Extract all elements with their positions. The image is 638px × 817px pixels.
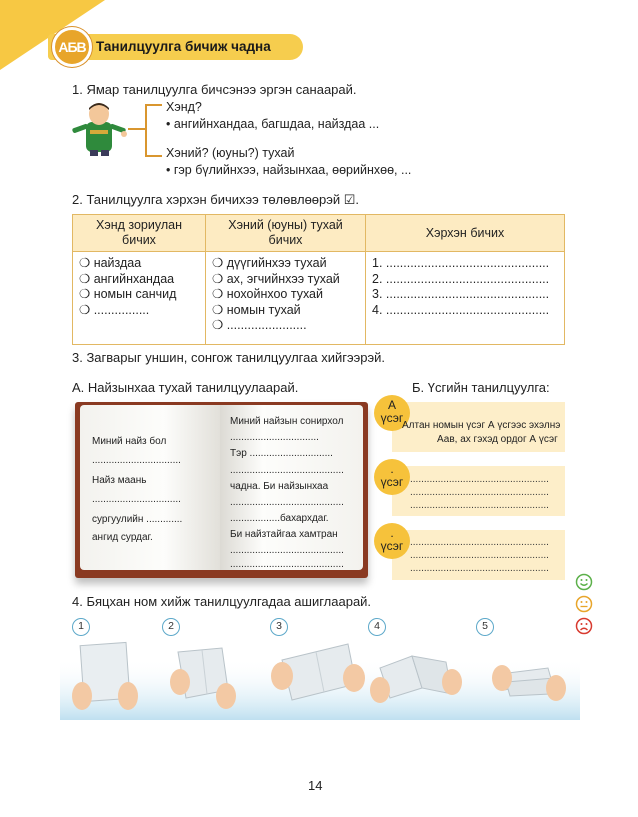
boy-illustration-icon	[68, 100, 130, 156]
section-b-label: Б. Үсгийн танилцуулга:	[412, 380, 550, 395]
page-title: Танилцуулга бичиж чадна	[96, 39, 271, 54]
option-radio[interactable]: ❍ ангийнхандаа	[79, 271, 175, 286]
plan-line[interactable]: 1. ...............................................	[372, 256, 550, 270]
table-header: Хэнд зориулан бичих	[73, 215, 206, 252]
letter-circle: . үсэг	[374, 523, 410, 559]
book-text[interactable]: ................................	[230, 432, 319, 443]
book-text: чадна. Би найзынхаа	[230, 481, 329, 492]
letter-line: Алтан номын үсэг А үсгээс эхэлнэ	[402, 420, 561, 431]
letter-line[interactable]: ..................................................	[410, 550, 549, 561]
book-text[interactable]: .........................................	[230, 465, 344, 476]
book-text: Би найзтайгаа хамтран	[230, 529, 338, 540]
book-text: Миний найз бол	[92, 436, 167, 447]
letter-line[interactable]: ..................................................	[410, 500, 549, 511]
planning-table	[72, 214, 565, 345]
book-text: Тэр ..............................	[230, 448, 333, 459]
step-number: 5	[476, 618, 494, 636]
page-number: 14	[308, 778, 323, 793]
plan-line[interactable]: 3. ...............................................	[372, 287, 550, 301]
book-text: Найз маань	[92, 475, 147, 486]
who-label: Хэнд?	[166, 100, 202, 114]
book-left-page	[80, 405, 220, 570]
step-number: 4	[368, 618, 386, 636]
letter-line[interactable]: ..................................................	[410, 537, 549, 548]
step-number: 1	[72, 618, 90, 636]
book-text[interactable]: .........................................	[230, 545, 344, 556]
option-radio[interactable]: ❍ нохойнхоо тухай	[212, 287, 323, 301]
happy-face-icon[interactable]	[575, 573, 593, 591]
option-radio[interactable]: ❍ .......................	[212, 318, 307, 332]
option-radio[interactable]: ❍ дүүгийнхээ тухай	[212, 256, 327, 270]
neutral-face-icon[interactable]	[575, 595, 593, 613]
book-text[interactable]: .........................................	[230, 559, 344, 570]
table-header: Хэрхэн бичих	[366, 215, 565, 252]
option-radio[interactable]: ❍ номын санчид	[79, 287, 177, 301]
about-label: Хэний? (юуны?) тухай	[166, 146, 295, 160]
table-header: Хэний (юуны) тухай бичих	[206, 215, 366, 252]
letter-line[interactable]: ..................................................	[410, 487, 549, 498]
book-text: Миний найзын сонирхол	[230, 416, 344, 427]
book-text[interactable]: ................................	[92, 494, 181, 505]
about-items: • гэр бүлийнхээ, найзынхаа, өөрийнхөө, ...	[166, 163, 412, 177]
option-radio[interactable]: ❍ найздаа	[79, 256, 142, 270]
plan-line[interactable]: 2. ...............................................	[372, 271, 550, 286]
book-text[interactable]: ................................	[92, 455, 181, 466]
letter-line: Аав, ах гэхэд ордог А үсэг	[437, 434, 558, 445]
question-1: 1. Ямар танилцуулга бичсэнээ эргэн санаарай.	[72, 82, 357, 97]
section-a-label: А. Найзынхаа тухай танилцуулаарай.	[72, 380, 299, 395]
question-2: 2. Танилцуулга хэрхэн бичихээ төлөвлөөрэй ☑.	[72, 192, 360, 207]
step-number: 2	[162, 618, 180, 636]
book-text[interactable]: .........................................	[230, 497, 344, 508]
question-3: 3. Загварыг уншин, сонгож танилцуулгаа хийгээрэй.	[72, 350, 385, 365]
book-text: ангид сурдаг.	[92, 532, 153, 543]
option-radio[interactable]: ❍ номын тухай	[212, 302, 301, 317]
letter-line[interactable]: ..................................................	[410, 563, 549, 574]
sad-face-icon[interactable]	[575, 617, 593, 635]
letter-circle: А үсэг	[374, 395, 410, 431]
book-text: сургуулийн .............	[92, 514, 183, 525]
book-text: ..................бахархдаг.	[230, 513, 329, 524]
letter-line[interactable]: ..................................................	[410, 474, 549, 485]
letter-circle: . үсэг	[374, 459, 410, 495]
question-4: 4. Бяцхан ном хийж танилцуулгадаа ашиглаарай.	[72, 594, 372, 609]
step-number: 3	[270, 618, 288, 636]
option-radio[interactable]: ❍ ах, эгчийнхээ тухай	[212, 271, 340, 286]
abv-badge-icon: АБВ	[52, 27, 92, 67]
plan-line[interactable]: 4. ...............................................	[372, 302, 550, 317]
who-items: • ангийнхандаа, багшдаа, найздаа ...	[166, 117, 380, 131]
folding-steps-illustration-icon	[60, 638, 580, 720]
option-radio[interactable]: ❍ ................	[79, 302, 150, 317]
